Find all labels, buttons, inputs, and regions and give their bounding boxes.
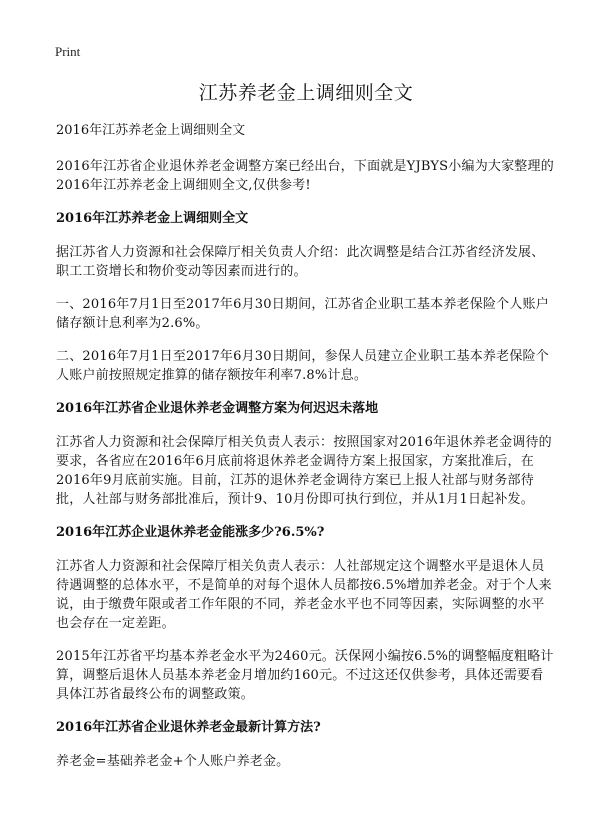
- document-subtitle: 2016年江苏养老金上调细则全文: [56, 123, 246, 138]
- section-heading: 2016年江苏养老金上调细则全文: [56, 211, 249, 226]
- section-heading: 2016年江苏省企业退休养老金调整方案为何迟迟未落地: [56, 401, 379, 416]
- document-title: 江苏养老金上调细则全文: [198, 82, 414, 104]
- print-link[interactable]: Print: [55, 44, 81, 59]
- paragraph: 二、2016年7月1日至2017年6月30日期间，参保人员建立企业职工基本养老保险个人账户前按照规定推算的储存额按年利率7.8%计息。: [56, 349, 549, 383]
- intro-paragraph: 2016年江苏省企业退休养老金调整方案已经出台，下面就是YJBYS小编为大家整理的2016年江苏养老金上调细则全文,仅供参考!: [56, 159, 554, 193]
- paragraph: 江苏省人力资源和社会保障厅相关负责人表示：人社部规定这个调整水平是退休人员待遇调整的总体水平，不是简单的对每个退休人员都按6.5%增加养老金。对于个人来说，由于缴费年限或者工作年限的不同，养老金水平也不同等因素，实际调整的水平也会存在一定差距。: [56, 559, 552, 631]
- section-heading: 2016年江苏省企业退休养老金最新计算方法?: [56, 720, 321, 735]
- paragraph: 养老金=基础养老金+个人账户养老金。: [56, 754, 290, 769]
- paragraph: 2015年江苏省平均基本养老金水平为2460元。沃保网小编按6.5%的调整幅度粗略计算，调整后退休人员基本养老金月增加约160元。不过这还仅供参考，具体还需要看具体江苏省最终公布的调整政策。: [56, 649, 554, 702]
- document-body: [56, 78, 556, 785]
- section-heading: 2016年江苏企业退休养老金能涨多少?6.5%?: [56, 525, 325, 540]
- paragraph: 据江苏省人力资源和社会保障厅相关负责人介绍：此次调整是结合江苏省经济发展、职工工资增长和物价变动等因素而进行的。: [56, 245, 545, 279]
- paragraph: 江苏省人力资源和社会保障厅相关负责人表示：按照国家对2016年退休养老金调待的要求，各省应在2016年6月底前将退休养老金调待方案上报国家，方案批准后，在2016年9月底前实施。目前，江苏的退休养老金调待方案已上报人社部与财务部待批，人社部与财务部批准后，预计9、10月份即可执行到位，并从1月1日起补发。: [56, 435, 552, 507]
- paragraph: 一、2016年7月1日至2017年6月30日期间，江苏省企业职工基本养老保险个人账户储存额计息利率为2.6%。: [56, 297, 549, 331]
